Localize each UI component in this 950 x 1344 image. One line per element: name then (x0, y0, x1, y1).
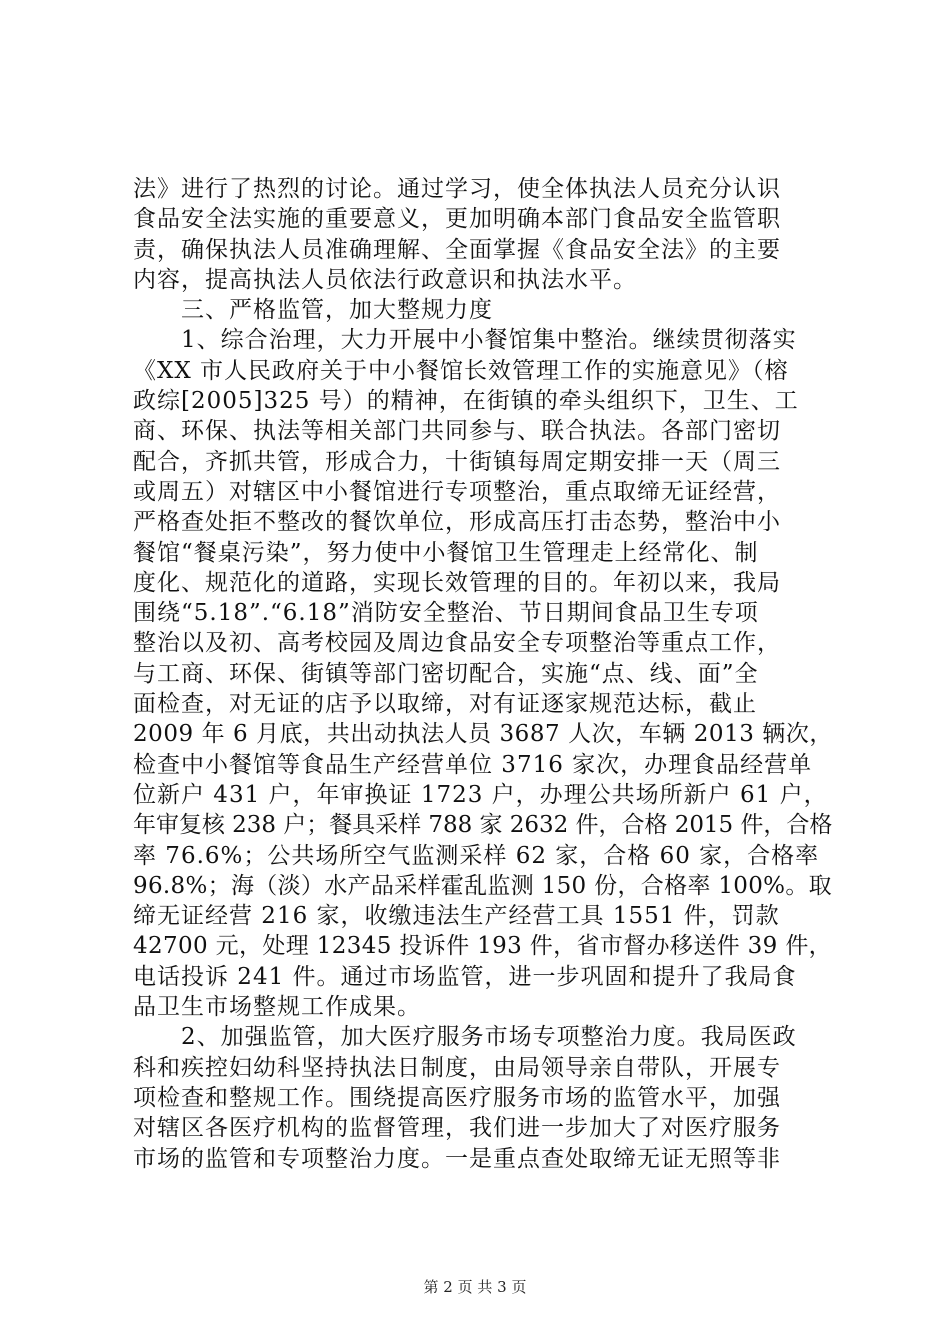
text-line: 食品安全法实施的重要意义，更加明确本部门食品安全监管职 (133, 206, 781, 233)
text-line: 电话投诉 241 件。通过市场监管，进一步巩固和提升了我局食 (133, 963, 797, 990)
text-line: 检查中小餐馆等食品生产经营单位 3716 家次，办理食品经营单 (133, 751, 813, 778)
text-line: 餐馆“餐桌污染”，努力使中小餐馆卫生管理走上经常化、制 (133, 539, 759, 566)
text-line: 科和疾控妇幼科坚持执法日制度，由局领导亲自带队，开展专 (133, 1054, 781, 1081)
text-line: 责，确保执法人员准确理解、全面掌握《食品安全法》的主要 (133, 236, 781, 263)
text-line: 整治以及初、高考校园及周边食品安全专项整治等重点工作， (133, 630, 781, 657)
text-line: 96.8%；海（淡）水产品采样霍乱监测 150 份，合格率 100%。取 (133, 872, 832, 899)
text-line: 与工商、环保、街镇等部门密切配合，实施“点、线、面”全 (133, 660, 759, 687)
text-line: 内容，提高执法人员依法行政意识和执法水平。 (133, 266, 637, 293)
text-line: 位新户 431 户，年审换证 1723 户，办理公共场所新户 61 户， (133, 781, 828, 808)
text-line: 2009 年 6 月底，共出动执法人员 3687 人次，车辆 2013 辆次， (133, 721, 833, 748)
text-line: 法》进行了热烈的讨论。通过学习，使全体执法人员充分认识 (133, 176, 781, 202)
text-line: 或周五）对辖区中小餐馆进行专项整治，重点取缔无证经营， (133, 478, 781, 505)
text-line: 三、严格监管，加大整规力度 (133, 297, 493, 324)
text-line: 缔无证经营 216 家，收缴违法生产经营工具 1551 件，罚款 (133, 903, 780, 930)
text-line: 项检查和整规工作。围绕提高医疗服务市场的监管水平，加强 (133, 1084, 781, 1111)
text-line: 商、环保、执法等相关部门共同参与、联合执法。各部门密切 (133, 418, 781, 445)
text-line: 42700 元，处理 12345 投诉件 193 件，省市督办移送件 39 件， (133, 933, 833, 960)
text-line: 面检查，对无证的店予以取缔，对有证逐家规范达标，截止 (133, 691, 757, 718)
text-line: 度化、规范化的道路，实现长效管理的目的。年初以来，我局 (133, 569, 781, 596)
text-line: 市场的监管和专项整治力度。一是重点查处取缔无证无照等非 (133, 1145, 781, 1172)
text-line: 配合，齐抓共管，形成合力，十街镇每周定期安排一天（周三 (133, 448, 781, 475)
text-line: 年审复核 238 户；餐具采样 788 家 2632 件，合格 2015 件，合格 (133, 812, 833, 839)
text-line: 2、加强监管，加大医疗服务市场专项整治力度。我局医政 (133, 1024, 797, 1051)
text-line: 品卫生市场整规工作成果。 (133, 994, 421, 1021)
text-line: 严格查处拒不整改的餐饮单位，形成高压打击态势，整治中小 (133, 509, 781, 536)
text-line: 围绕“5.18”.“6.18”消防安全整治、节日期间食品卫生专项 (133, 600, 759, 627)
text-line: 《XX 市人民政府关于中小餐馆长效管理工作的实施意见》（榕 (133, 357, 789, 384)
document-body (133, 174, 833, 1174)
text-line: 对辖区各医疗机构的监督管理，我们进一步加大了对医疗服务 (133, 1115, 781, 1142)
page-footer: 第 2 页 共 3 页 (423, 1278, 527, 1296)
text-line: 率 76.6%；公共场所空气监测采样 62 家，合格 60 家，合格率 (133, 842, 820, 869)
text-line: 1、综合治理，大力开展中小餐馆集中整治。继续贯彻落实 (133, 327, 797, 354)
text-line: 政综[2005]325 号）的精神，在街镇的牵头组织下，卫生、工 (133, 388, 799, 415)
